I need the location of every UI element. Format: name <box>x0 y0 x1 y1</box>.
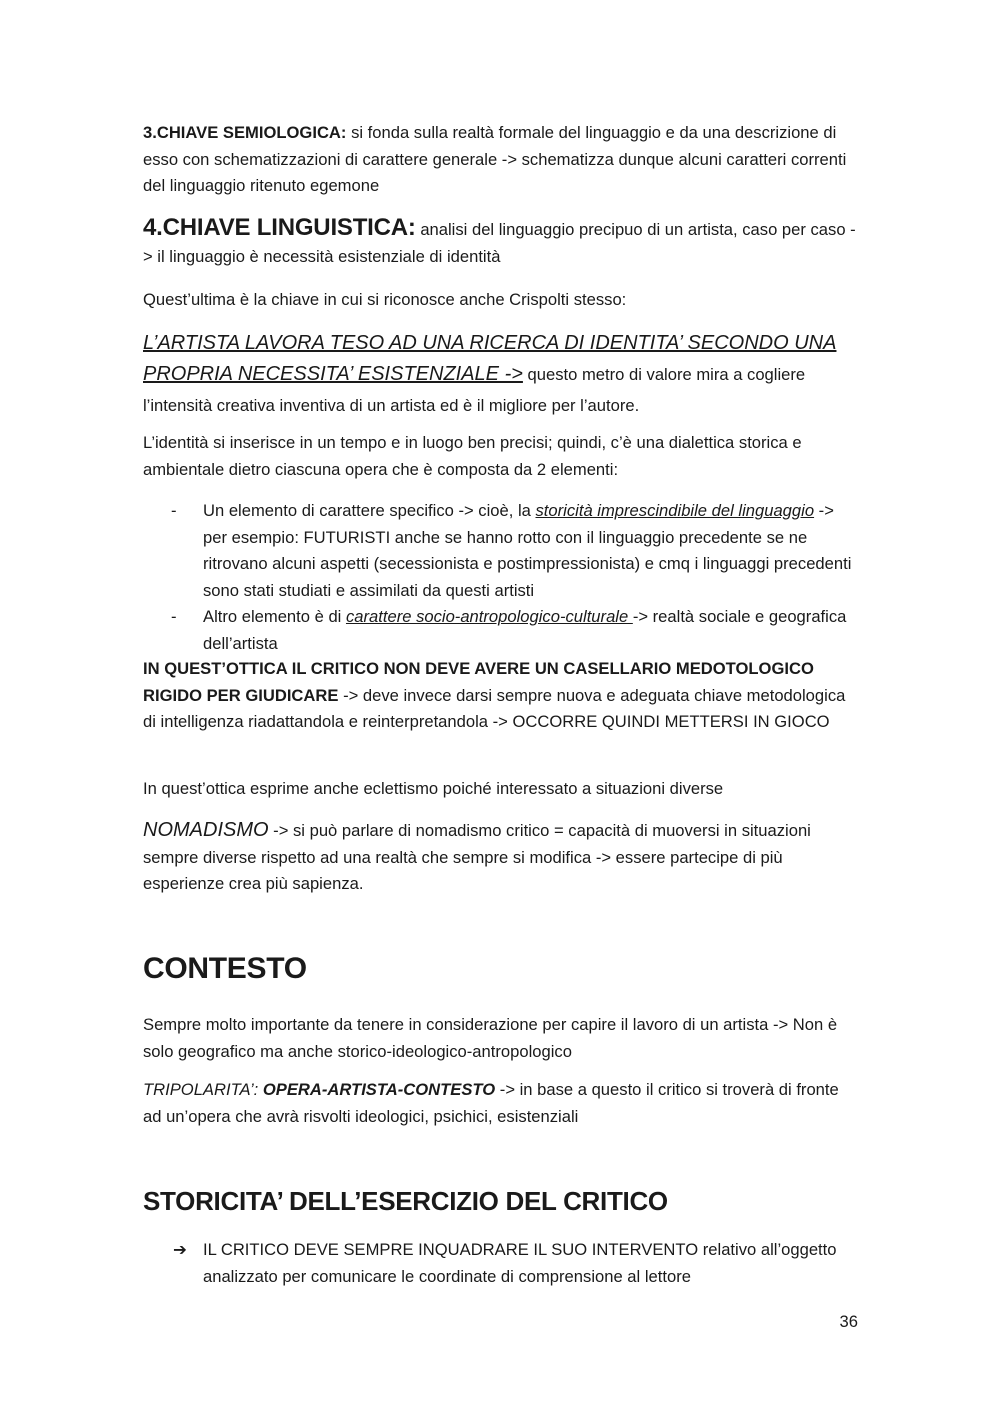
paragraph-casellario <box>143 656 858 736</box>
tripolarita-label: TRIPOLARITA’: <box>143 1080 263 1099</box>
arrow-item-text: IL CRITICO DEVE SEMPRE INQUADRARE IL SUO INTERVENTO relativo all’oggetto analizzato per comunicare le coordinate di comprensione al lettore <box>203 1240 837 1286</box>
dash-marker: - <box>171 607 177 626</box>
arrow-list-item <box>143 1237 858 1290</box>
paragraph-nomadismo <box>143 817 858 898</box>
underlined-term: carattere socio-antropologico-culturale <box>345 607 633 626</box>
paragraph-chiave-linguistica <box>143 214 858 270</box>
nomadismo-term: NOMADISMO <box>143 819 269 841</box>
paragraph-artista-identita <box>143 328 858 421</box>
underlined-term: storicità imprescindibile del linguaggio <box>535 501 815 520</box>
tripolarita-terms: OPERA-ARTISTA-CONTESTO <box>262 1080 496 1099</box>
paragraph-text: -> deve invece darsi sempre nuova e adeguata chiave metodologica di intelligenza riadattandola e reinterpretandola -> OCCORRE QUINDI METTERSI IN GIOCO <box>143 685 846 731</box>
emphasis-artista-lavora: L’ARTISTA LAVORA TESO AD UNA RICERCA DI IDENTITA’ SECONDO UNA PROPRIA NECESSITA’ ESISTENZIALE -> <box>143 332 837 385</box>
list-item-text: Un elemento di carattere specifico -> cioè, la <box>203 501 536 520</box>
right-arrow-icon: ➔ <box>173 1240 187 1259</box>
dash-marker: - <box>171 501 177 520</box>
heading-storicita: STORICITA’ DELL’ESERCIZIO DEL CRITICO <box>143 1186 668 1216</box>
list-item <box>143 498 858 604</box>
paragraph-contesto: Sempre molto importante da tenere in considerazione per capire il lavoro di un artista -> Non è solo geografico ma anche storico-ideologico-antropologico <box>143 1015 838 1061</box>
paragraph-crispolti: Quest’ultima è la chiave in cui si riconosce anche Crispolti stesso: <box>143 290 627 309</box>
paragraph-eclettismo: In quest’ottica esprime anche eclettismo poiché interessato a situazioni diverse <box>143 779 724 798</box>
paragraph-text: analisi del linguaggio precipuo di un artista, caso per caso -> il linguaggio è necessità esistenziale di identità <box>143 220 856 266</box>
list-item-text: -> realtà sociale e geografica dell’artista <box>203 607 847 653</box>
paragraph-tripolarita <box>143 1077 858 1130</box>
element-list <box>143 498 858 657</box>
heading-contesto: CONTESTO <box>143 952 307 985</box>
list-item <box>143 604 858 657</box>
list-item-text: Altro elemento è di <box>203 607 346 626</box>
paragraph-text: -> si può parlare di nomadismo critico = capacità di muoversi in situazioni sempre diverse rispetto ad una realtà che sempre si modifica -> essere partecipe di più esperienze crea più sapienza. <box>143 821 811 893</box>
bold-statement: IN QUEST’OTTICA IL CRITICO NON DEVE AVERE UN CASELLARIO MEDOTOLOGICO RIGIDO PER GIUDICARE <box>143 659 814 705</box>
paragraph-chiave-semiologica <box>143 120 858 200</box>
paragraph-text: -> in base a questo il critico si troverà di fronte ad un’opera che avrà risvolti ideologici, psichici, esistenziali <box>143 1080 839 1126</box>
paragraph-text: si fonda sulla realtà formale del linguaggio e da una descrizione di esso con schematizzazioni di carattere generale -> schematizza dunque alcuni caratteri correnti del linguaggio ritenuto egemone <box>143 123 847 195</box>
paragraph-identita: L’identità si inserisce in un tempo e in luogo ben precisi; quindi, c’è una dialettica storica e ambientale dietro ciascuna opera che è composta da 2 elementi: <box>143 433 802 479</box>
lead-chiave-linguistica: 4.CHIAVE LINGUISTICA: <box>143 214 416 241</box>
lead-chiave-semiologica: 3.CHIAVE SEMIOLOGICA: <box>143 123 347 142</box>
list-item-text: -> per esempio: FUTURISTI anche se hanno rotto con il linguaggio precedente se ne ritrovano alcuni aspetti (secessionista e postimpressionista) e cmq i linguaggi precedenti sono stati studiati e assimilati da questi artisti <box>203 501 852 600</box>
paragraph-text: questo metro di valore mira a cogliere l’intensità creativa inventiva di un artista ed è il migliore per l’autore. <box>143 365 806 415</box>
page-number: 36 <box>839 1312 858 1331</box>
